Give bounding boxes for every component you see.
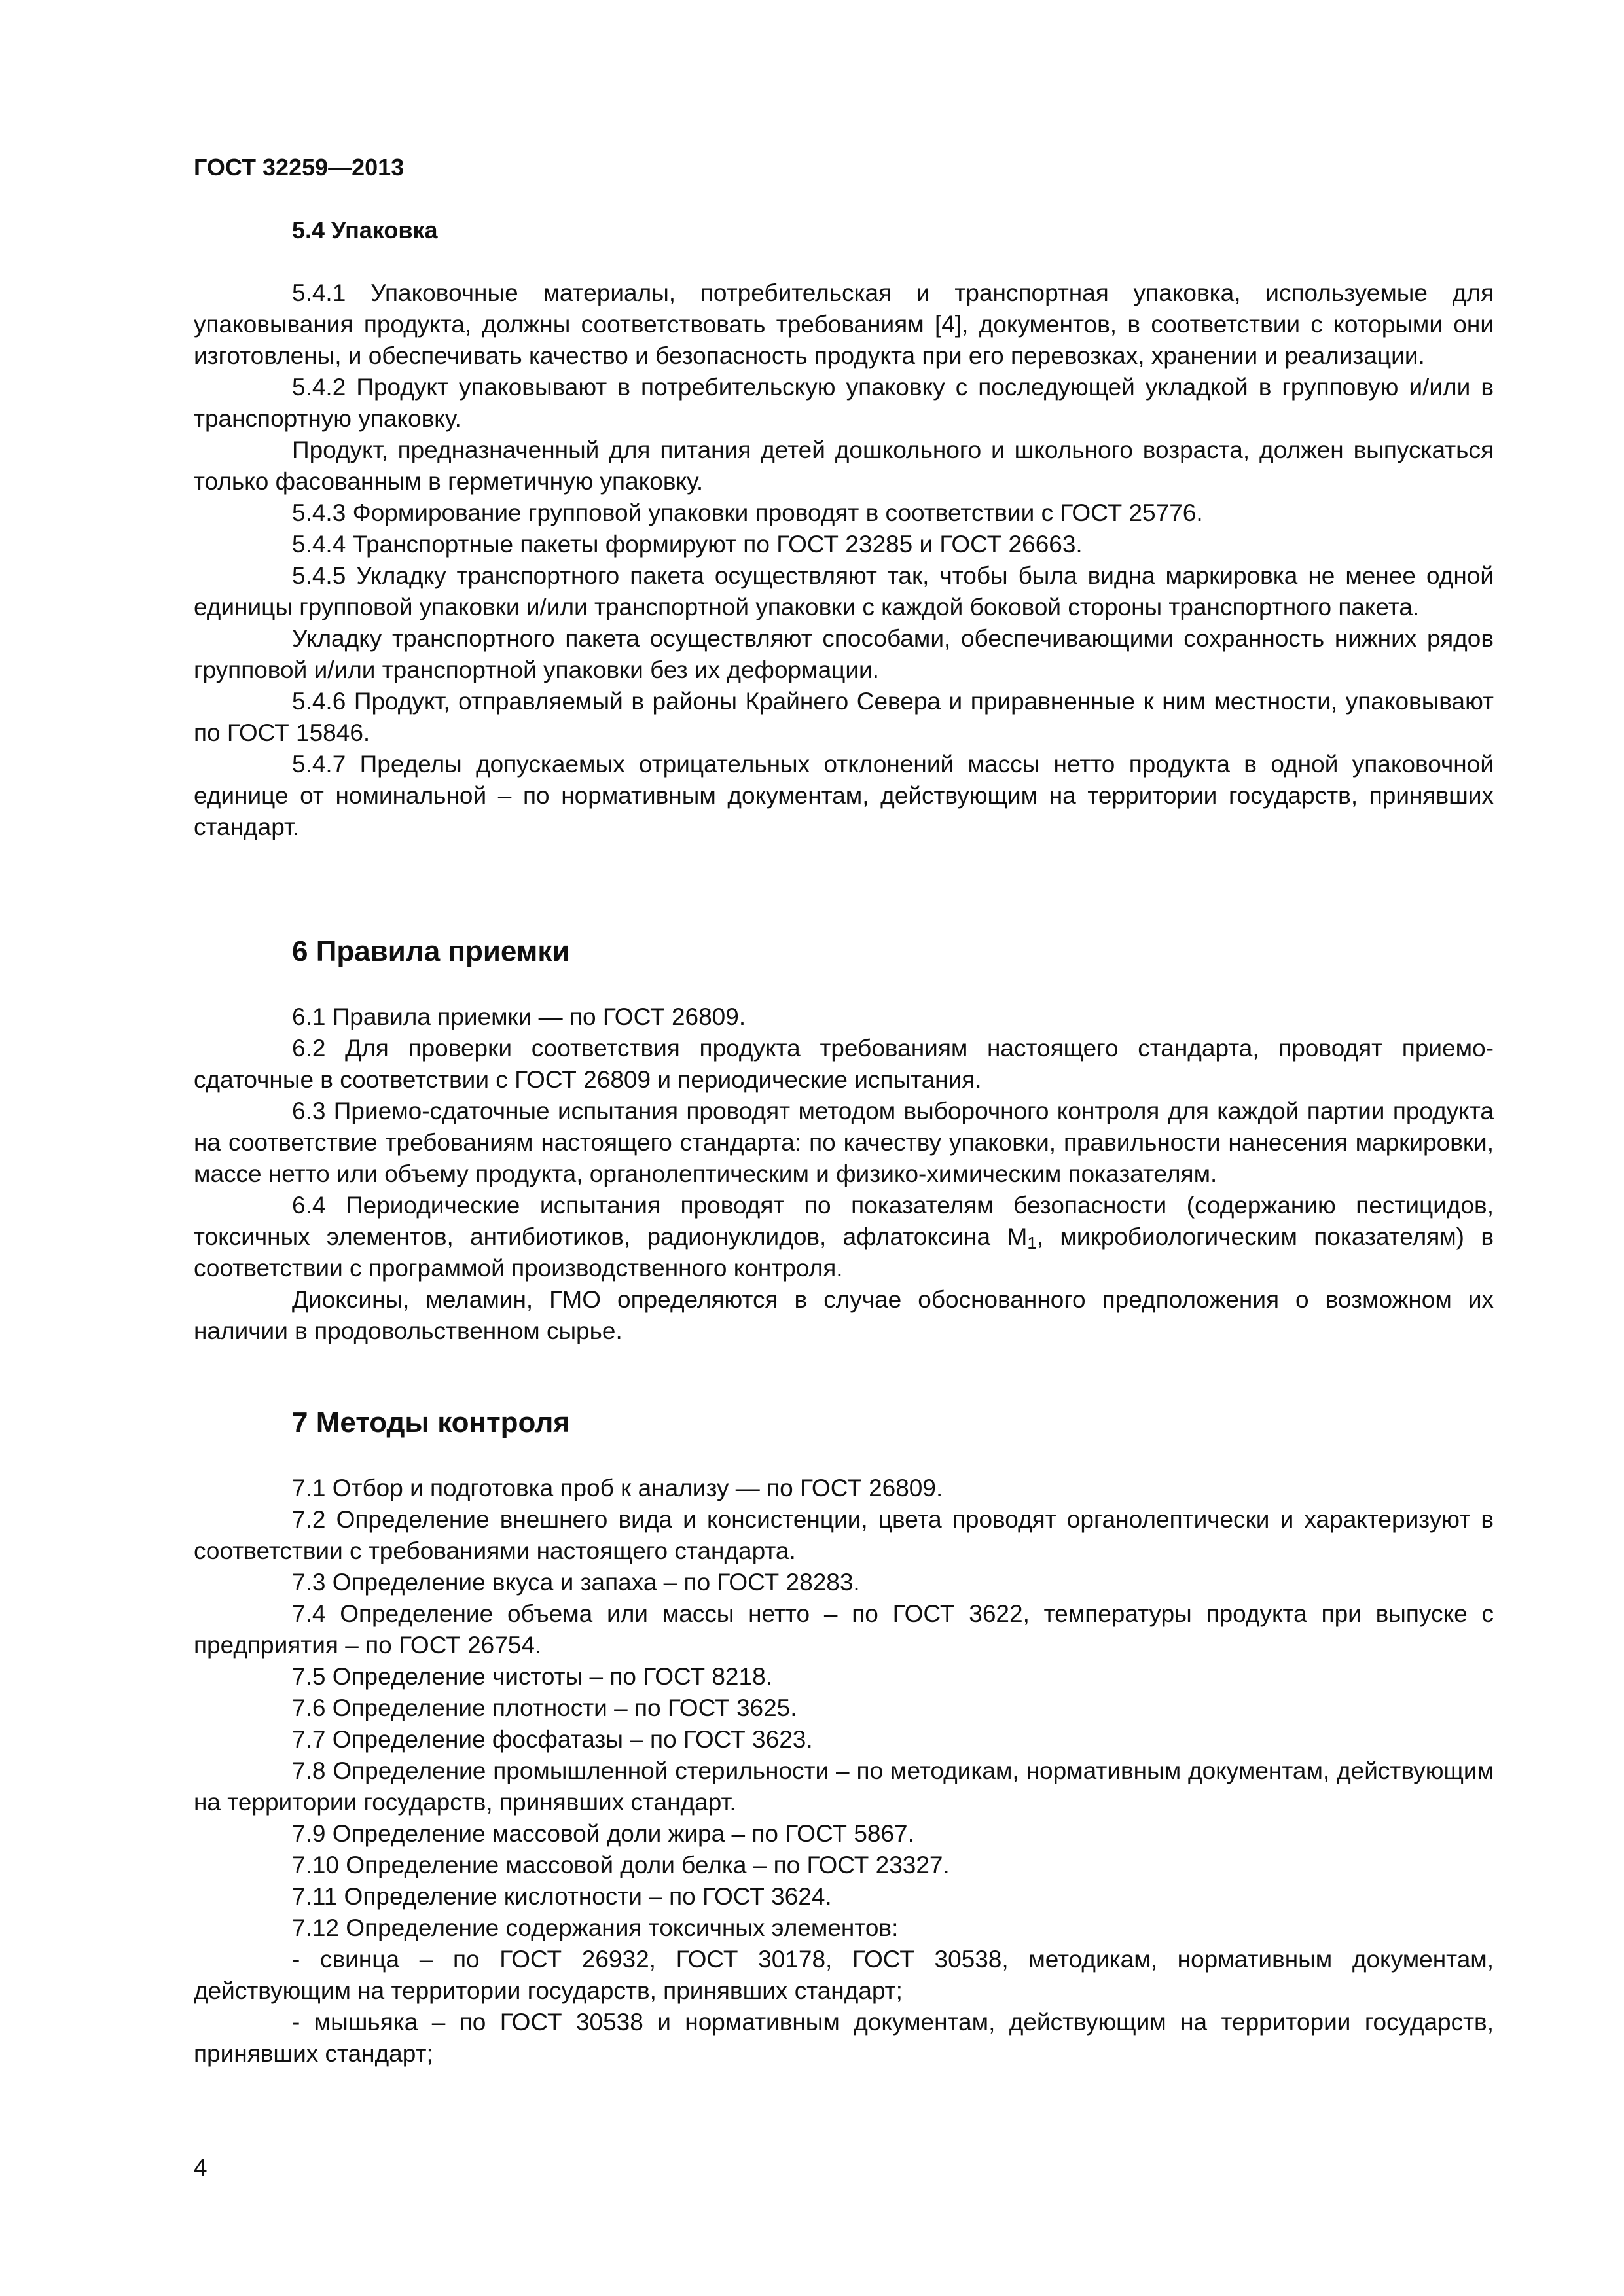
paragraph: 5.4.2 Продукт упаковывают в потребительскую упаковку с последующей укладкой в групповую и/или в транспортную упаковку. [194, 374, 1494, 432]
paragraph: 6.3 Приемо-сдаточные испытания проводят методом выборочного контроля для каждой партии продукта на соответствие требованиям настоящего стандарта: по качеству упаковки, правильности нанесения маркировки, массе нетто или объему продукта, органолептическим и физико-химическим показателям. [194, 1098, 1494, 1187]
text-run: 6.4 Периодические испытания проводят по показателям безопасности (содержанию пестицидов, токсичных элементов, антибиотиков, радионуклидов, афлатоксина М [194, 1192, 1494, 1250]
text-run: , микробиологическим показателям) в соответствии с программой производственного контроля. [194, 1223, 1494, 1282]
paragraph: 7.2 Определение внешнего вида и консистенции, цвета проводят органолептически и характеризуют в соответствии с требованиями настоящего стандарта. [194, 1506, 1494, 1564]
paragraph: 5.4.5 Укладку транспортного пакета осуществляют так, чтобы была видна маркировка не менее одной единицы групповой упаковки и/или транспортной упаковки с каждой боковой стороны транспортного пакета. [194, 562, 1494, 620]
paragraph: 7.4 Определение объема или массы нетто – по ГОСТ 3622, температуры продукта при выпуске с предприятия – по ГОСТ 26754. [194, 1600, 1494, 1659]
paragraph: 7.1 Отбор и подготовка проб к анализу — по ГОСТ 26809. [292, 1475, 943, 1501]
paragraph: 5.4.3 Формирование групповой упаковки проводят в соответствии с ГОСТ 25776. [292, 499, 1203, 526]
paragraph: Диоксины, меламин, ГМО определяются в случае обоснованного предположения о возможном их наличии в продовольственном сырье. [194, 1286, 1494, 1344]
subsection-heading-packaging: 5.4 Упаковка [292, 217, 438, 243]
section-5-4-body [194, 278, 1494, 843]
paragraph: 7.5 Определение чистоты – по ГОСТ 8218. [292, 1663, 772, 1690]
paragraph: 6.2 Для проверки соответствия продукта требованиям настоящего стандарта, проводят приемо-сдаточные в соответствии с ГОСТ 26809 и периодические испытания. [194, 1035, 1494, 1093]
section-7-body [194, 1473, 1494, 2070]
subscript: 1 [1027, 1233, 1037, 1253]
paragraph: 6.1 Правила приемки — по ГОСТ 26809. [292, 1003, 746, 1030]
paragraph: 7.10 Определение массовой доли белка – по ГОСТ 23327. [292, 1852, 950, 1878]
paragraph: 5.4.7 Пределы допускаемых отрицательных отклонений массы нетто продукта в одной упаковочной единице от номинальной – по нормативным документам, действующим на территории государств, принявших стандарт. [194, 751, 1494, 840]
list-item: - свинца – по ГОСТ 26932, ГОСТ 30178, ГОСТ 30538, методикам, нормативным документам, действующим на территории государств, принявших стандарт; [194, 1946, 1494, 2004]
paragraph: Укладку транспортного пакета осуществляют способами, обеспечивающими сохранность нижних рядов групповой и/или транспортной упаковки без их деформации. [194, 625, 1494, 683]
paragraph: 7.7 Определение фосфатазы – по ГОСТ 3623. [292, 1726, 813, 1753]
paragraph: 5.4.1 Упаковочные материалы, потребительская и транспортная упаковка, используемые для упаковывания продукта, должны соответствовать требованиям [4], документов, в соответствии с которыми они изготовлены, и обеспечивать качество и безопасность продукта при его перевозках, хранении и реализации. [194, 279, 1494, 369]
paragraph: 7.9 Определение массовой доли жира – по ГОСТ 5867. [292, 1820, 914, 1847]
paragraph: 7.8 Определение промышленной стерильности – по методикам, нормативным документам, действующим на территории государств, принявших стандарт. [194, 1757, 1494, 1816]
paragraph: 7.6 Определение плотности – по ГОСТ 3625. [292, 1695, 797, 1721]
paragraph: 7.11 Определение кислотности – по ГОСТ 3624. [292, 1883, 832, 1910]
page-number: 4 [194, 2154, 208, 2181]
paragraph-6-4 [194, 1190, 1494, 1284]
paragraph: 7.3 Определение вкуса и запаха – по ГОСТ 28283. [292, 1569, 860, 1596]
section-title-acceptance-rules: 6 Правила приемки [292, 935, 570, 967]
document-code-header: ГОСТ 32259—2013 [194, 154, 405, 181]
paragraph: 7.12 Определение содержания токсичных элементов: [292, 1914, 899, 1941]
paragraph: 5.4.6 Продукт, отправляемый в районы Крайнего Севера и приравненные к ним местности, упаковывают по ГОСТ 15846. [194, 688, 1494, 746]
list-item: - мышьяка – по ГОСТ 30538 и нормативным документам, действующим на территории государств, принявших стандарт; [194, 2009, 1494, 2067]
section-6-body [194, 1001, 1494, 1347]
paragraph: Продукт, предназначенный для питания детей дошкольного и школьного возраста, должен выпускаться только фасованным в герметичную упаковку. [194, 437, 1494, 495]
section-title-control-methods: 7 Методы контроля [292, 1407, 570, 1439]
paragraph: 5.4.4 Транспортные пакеты формируют по ГОСТ 23285 и ГОСТ 26663. [292, 531, 1083, 558]
